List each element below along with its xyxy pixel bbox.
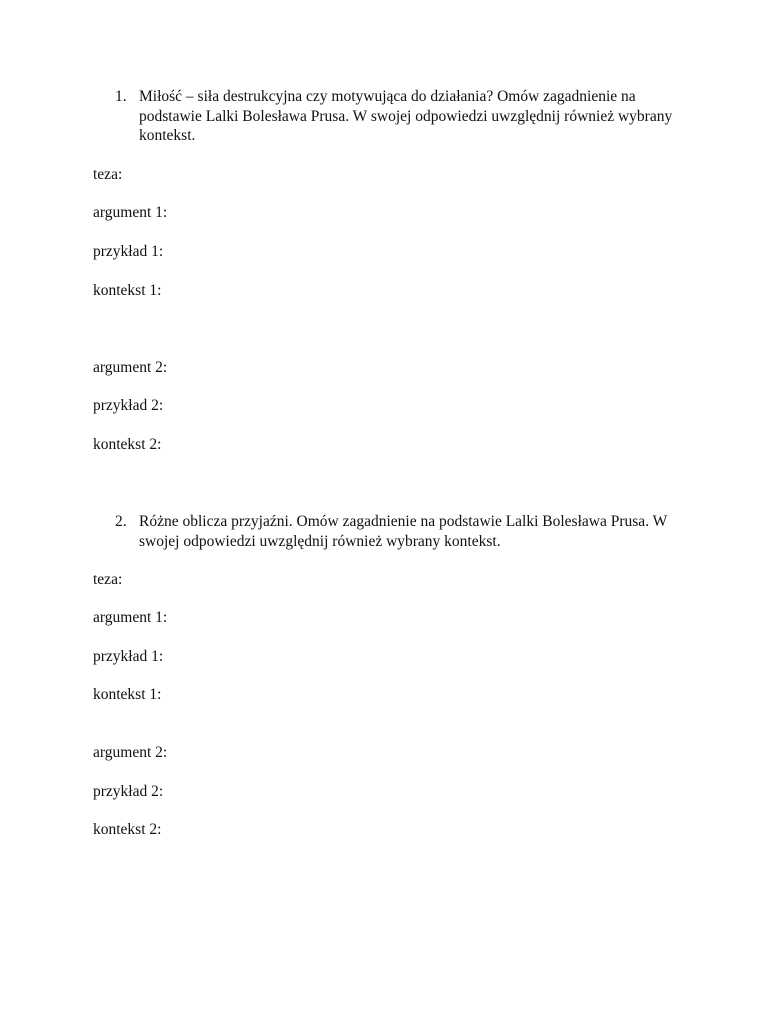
field-label-argument-1: argument 1:	[93, 204, 168, 221]
question-number: 1.	[115, 88, 127, 105]
field-label-argument-1: argument 1:	[93, 609, 168, 626]
field-label-przyklad-1: przykład 1:	[93, 243, 164, 260]
question-2	[115, 512, 695, 551]
question-number: 2.	[115, 513, 127, 530]
field-label-przyklad-1: przykład 1:	[93, 648, 164, 665]
field-label-kontekst-2: kontekst 2:	[93, 436, 162, 453]
field-label-argument-2: argument 2:	[93, 744, 168, 761]
field-label-kontekst-1: kontekst 1:	[93, 686, 162, 703]
field-label-argument-2: argument 2:	[93, 359, 168, 376]
question-1	[115, 87, 695, 146]
field-label-przyklad-2: przykład 2:	[93, 397, 164, 414]
field-label-przyklad-2: przykład 2:	[93, 783, 164, 800]
field-label-kontekst-1: kontekst 1:	[93, 282, 162, 299]
question-text: Różne oblicza przyjaźni. Omów zagadnienie na podstawie Lalki Bolesława Prusa. W swojej odpowiedzi uwzględnij również wybrany kontekst.	[139, 513, 667, 550]
field-label-kontekst-2: kontekst 2:	[93, 821, 162, 838]
field-label-teza: teza:	[93, 166, 123, 183]
question-text: Miłość – siła destrukcyjna czy motywująca do działania? Omów zagadnienie na podstawie Lalki Bolesława Prusa. W swojej odpowiedzi uwzględnij również wybrany kontekst.	[139, 88, 673, 144]
field-label-teza: teza:	[93, 571, 123, 588]
